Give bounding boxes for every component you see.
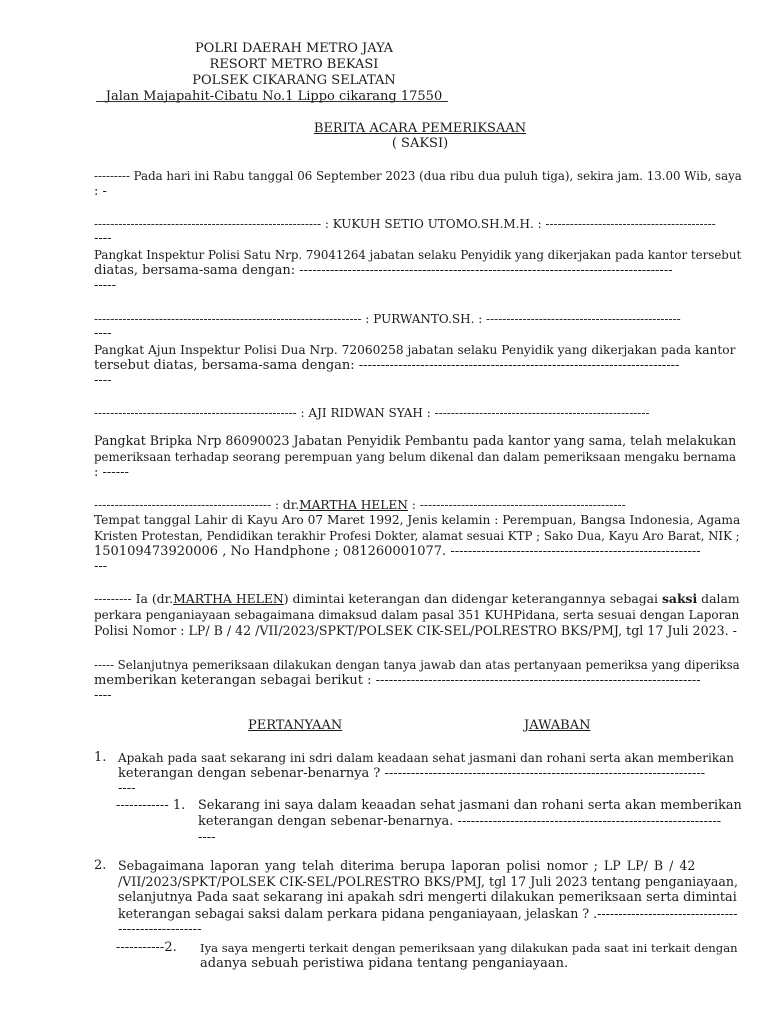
statement-line-1 (94, 591, 740, 607)
witness-name-line (94, 497, 626, 513)
witness-bio-4: --- (94, 559, 108, 574)
header-line-2: RESORT METRO BEKASI (209, 57, 379, 72)
investigator-3-name-line: -------------------------------------------------- : AJI RIDWAN SYAH : ----------------------------------------------------- (94, 406, 650, 420)
question-2-line-3: selanjutnya Pada saat sekarang ini apakah sdri mengerti dilakukan pemeriksaan serta dimintai (118, 890, 737, 905)
answer-1-line-1: Sekarang ini saya dalam keaadan sehat jasmani dan rohani serta akan memberikan (198, 798, 742, 813)
witness-bio-2: Kristen Protestan, Pendidikan terakhir Profesi Dokter, alamat sesuai KTP ; Sako Dua, Kayu Aro Barat, NIK ; (94, 529, 740, 543)
answer-2-prefix: -----------2. (116, 940, 177, 955)
question-1-line-3: ---- (118, 781, 136, 796)
investigator-3-desc-2: pemeriksaan terhadap seorang perempuan yang belum dikenal dan dalam pemeriksaan mengaku bernama (94, 450, 737, 464)
witness-name-suffix: : -------------------------------------------------- (407, 498, 626, 512)
intro-line-2: : - (94, 184, 107, 199)
answer-2-line-2: adanya sebuah peristiwa pidana tentang penganiayaan. (200, 956, 569, 971)
answer-1-prefix: ------------ 1. (116, 798, 186, 813)
answer-1-line-2: keterangan dengan sebenar-benarnya. ------------------------------------------------------------ (198, 814, 722, 829)
header-address: Jalan Majapahit-Cibatu No.1 Lippo cikarang 17550 (105, 89, 443, 104)
investigator-1-desc-1: Pangkat Inspektur Polisi Satu Nrp. 79041264 jabatan selaku Penyidik yang dikerjakan pada kantor tersebut (94, 248, 742, 262)
investigator-2-dash: ---- (94, 326, 112, 341)
statement-line-2: perkara penganiayaan sebagaimana dimaksud dalam pasal 351 KUHPidana, serta sesuai dengan Laporan (94, 608, 740, 622)
investigator-3-desc-1: Pangkat Bripka Nrp 86090023 Jabatan Penyidik Pembantu pada kantor yang sama, telah melakukan (94, 433, 737, 448)
witness-name: MARTHA HELEN (299, 498, 408, 512)
question-1-number: 1. (94, 750, 107, 765)
column-heading-question: PERTANYAAN (248, 718, 343, 733)
question-1-line-2: keterangan dengan sebenar-benarnya ? ------------------------------------------------------------------------- (118, 766, 706, 781)
statement-witness-name: MARTHA HELEN (173, 591, 284, 606)
column-heading-answer: JAWABAN (524, 718, 591, 733)
investigator-2-name-line: ------------------------------------------------------------------ : PURWANTO.SH. : ------------------------------------------------ (94, 312, 681, 326)
header-line-1: POLRI DAERAH METRO JAYA (194, 41, 394, 56)
investigator-1-dash: ---- (94, 231, 112, 246)
document-title: BERITA ACARA PEMERIKSAAN (313, 121, 527, 136)
question-2-number: 2. (94, 858, 107, 873)
statement-bold-word: saksi (661, 591, 698, 606)
continuation-line-1: ----- Selanjutnya pemeriksaan dilakukan dengan tanya jawab dan atas pertanyaan pemeriksa yang diperiksa (94, 658, 740, 672)
statement-suffix: dalam (697, 591, 740, 606)
investigator-2-desc-2: tersebut diatas, bersama-sama dengan: ------------------------------------------------------------------------- (94, 358, 680, 373)
document-subtitle: ( SAKSI) (391, 136, 449, 151)
investigator-2-dash-2: ---- (94, 373, 112, 388)
continuation-line-3: ---- (94, 688, 112, 703)
statement-line-3: Polisi Nomor : LP/ B / 42 /VII/2023/SPKT/POLSEK CIK-SEL/POLRESTRO BKS/PMJ, tgl 17 Juli 2023. - (94, 623, 737, 638)
question-2-line-5: ------------------- (118, 922, 202, 937)
witness-bio-3: 150109473920006 , No Handphone ; 081260001077. --------------------------------------------------------- (94, 544, 701, 559)
intro-line-1: --------- Pada hari ini Rabu tanggal 06 September 2023 (dua ribu dua puluh tiga), sekira jam. 13.00 Wib, saya (94, 169, 742, 183)
question-1-line-1: Apakah pada saat sekarang ini sdri dalam keadaan sehat jasmani dan rohani serta akan memberikan (118, 751, 735, 765)
investigator-3-desc-3: : ------ (94, 465, 129, 480)
witness-bio-1: Tempat tanggal Lahir di Kayu Aro 07 Maret 1992, Jenis kelamin : Perempuan, Bangsa Indonesia, Agama (94, 513, 741, 527)
investigator-1-dash-2: ----- (94, 278, 116, 293)
statement-mid: ) dimintai keterangan dan didengar keterangannya sebagai (283, 591, 662, 606)
investigator-1-name-line: -------------------------------------------------------- : KUKUH SETIO UTOMO.SH.M.H. : ------------------------------------------ (94, 217, 716, 231)
investigator-2-desc-1: Pangkat Ajun Inspektur Polisi Dua Nrp. 72060258 jabatan selaku Penyidik yang dikerjakan pada kantor (94, 343, 736, 357)
question-2-line-4: keterangan sebagai saksi dalam perkara pidana penganiayaan, jelaskan ? .--------------------------------- (118, 906, 738, 921)
witness-name-prefix: ------------------------------------------- : dr. (94, 498, 300, 512)
investigator-1-desc-2: diatas, bersama-sama dengan: ------------------------------------------------------------------------------------- (94, 263, 673, 278)
statement-prefix: --------- Ia (dr. (94, 591, 174, 606)
answer-1-line-3: ---- (198, 830, 216, 845)
question-2-line-1: Sebagaimana laporan yang telah diterima berupa laporan polisi nomor ; LP LP/ B / 42 (118, 858, 696, 873)
answer-2-line-1: Iya saya mengerti terkait dengan pemeriksaan yang dilakukan pada saat ini terkait dengan (200, 941, 738, 955)
header-underline (96, 101, 448, 102)
continuation-line-2: memberikan keterangan sebagai berikut : -------------------------------------------------------------------------- (94, 673, 701, 688)
header-line-3: POLSEK CIKARANG SELATAN (192, 73, 396, 88)
question-2-line-2: /VII/2023/SPKT/POLSEK CIK-SEL/POLRESTRO BKS/PMJ, tgl 17 Juli 2023 tentang penganiayaan, (118, 874, 738, 889)
